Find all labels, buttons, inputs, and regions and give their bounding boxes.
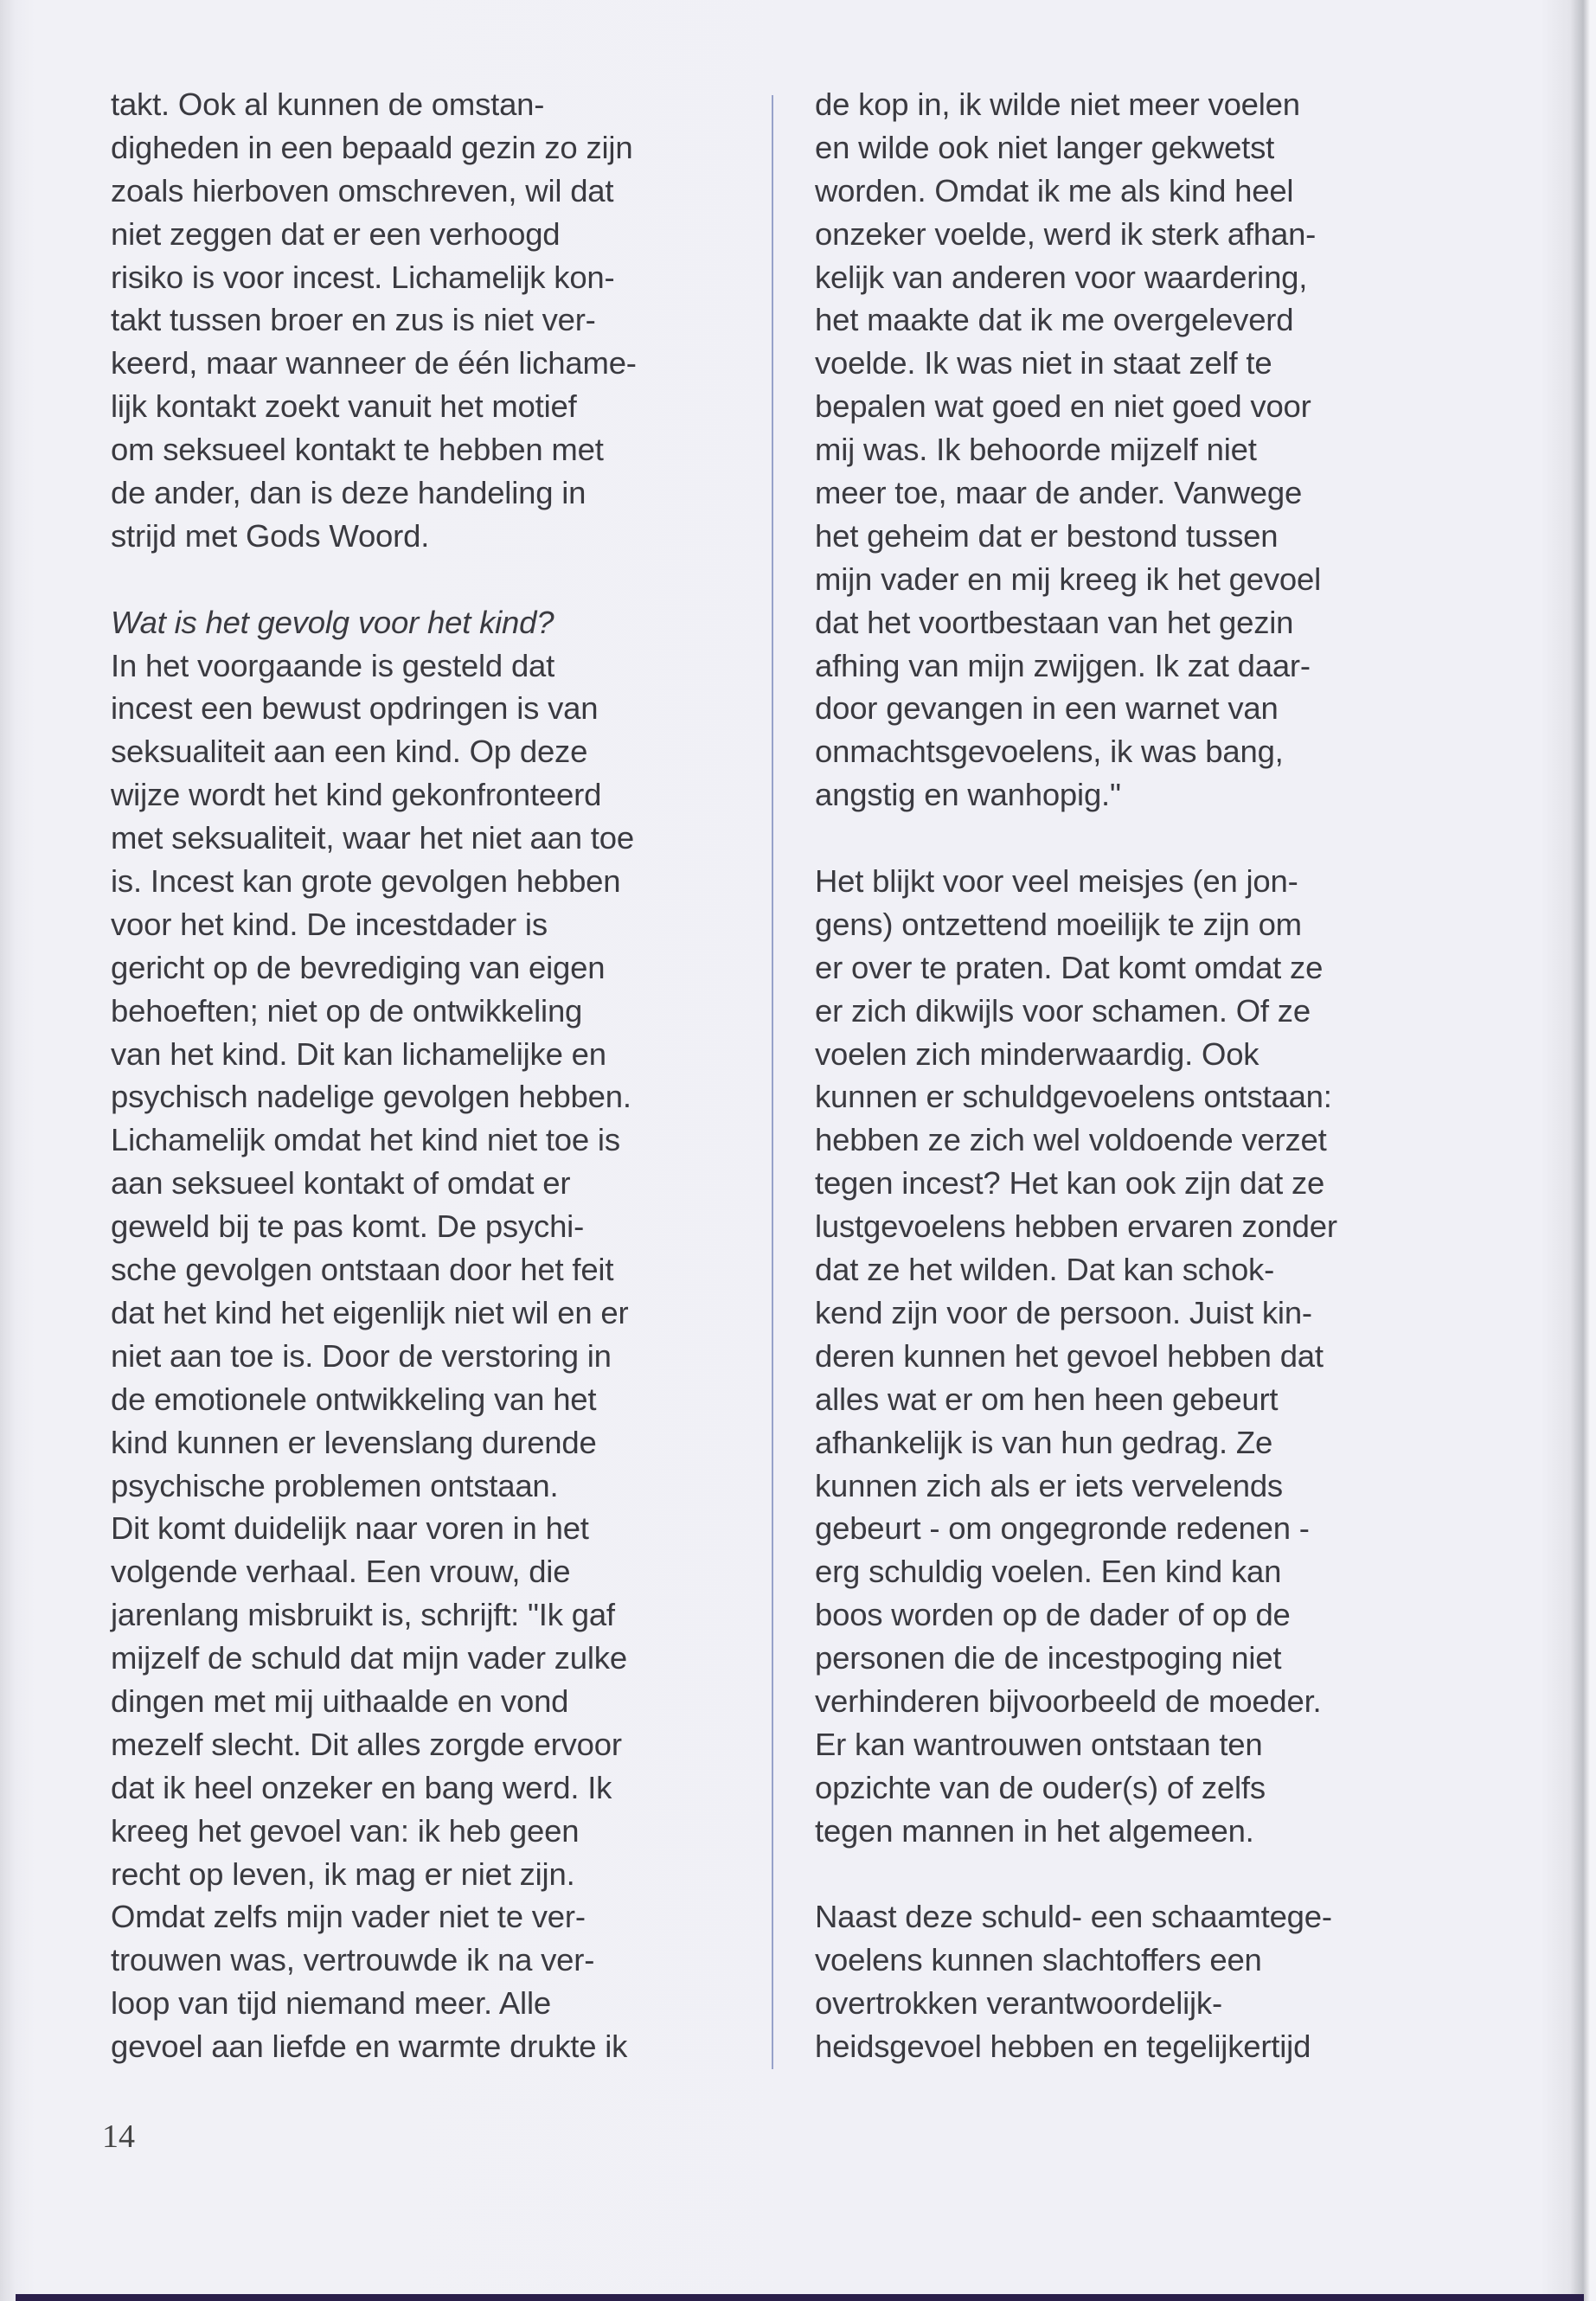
text-line: worden. Omdat ik me als kind heel	[815, 172, 1294, 208]
text-line: In het voorgaande is gesteld dat	[111, 647, 555, 683]
text-line: loop van tijd niemand meer. Alle	[111, 1985, 551, 2022]
text-line: jarenlang misbruikt is, schrijft: "Ik gaf	[111, 1597, 615, 1633]
text-line: kunnen zich als er iets vervelends	[815, 1467, 1283, 1503]
text-line: er zich dikwijls voor schamen. Of ze	[815, 992, 1311, 1029]
text-line: mezelf slecht. Dit alles zorgde ervoor	[111, 1726, 622, 1762]
text-line: voor het kind. De incestdader is	[111, 906, 548, 942]
text-line: dat het kind het eigenlijk niet wil en er	[111, 1294, 629, 1330]
text-line: personen die de incestpoging niet	[815, 1640, 1282, 1676]
text-line: met seksualiteit, waar het niet aan toe	[111, 820, 634, 856]
text-line: dat het voortbestaan van het gezin	[815, 604, 1294, 640]
text-line: voelen zich minderwaardig. Ook	[815, 1035, 1259, 1072]
text-line: strijd met Gods Woord.	[111, 517, 430, 554]
text-line: niet aan toe is. Door de verstoring in	[111, 1337, 612, 1374]
text-line: kend zijn voor de persoon. Juist kin-	[815, 1294, 1312, 1330]
text-line: niet zeggen dat er een verhoogd	[111, 215, 561, 252]
text-line: wijze wordt het kind gekonfronteerd	[111, 777, 602, 813]
text-line: de emotionele ontwikkeling van het	[111, 1381, 597, 1417]
text-line: dingen met mij uithaalde en vond	[111, 1682, 569, 1719]
text-line: keerd, maar wanneer de één lichame-	[111, 345, 637, 381]
text-line: psychisch nadelige gevolgen hebben.	[111, 1079, 631, 1115]
text-line: geweld bij te pas komt. De psychi-	[111, 1208, 585, 1245]
page-number: 14	[102, 2118, 135, 2155]
text-column-left	[111, 83, 637, 2068]
text-line: Omdat zelfs mijn vader niet te ver-	[111, 1899, 586, 1935]
text-line: is. Incest kan grote gevolgen hebben	[111, 863, 621, 900]
text-line: Lichamelijk omdat het kind niet toe is	[111, 1122, 620, 1158]
paragraph-gap	[815, 1853, 1337, 1896]
text-line: overtrokken verantwoordelijk-	[815, 1985, 1222, 2022]
text-line: boos worden op de dader of op de	[815, 1597, 1291, 1633]
text-line: behoeften; niet op de ontwikkeling	[111, 992, 583, 1029]
text-line: van het kind. Dit kan lichamelijke en	[111, 1035, 606, 1072]
text-line: Het blijkt voor veel meisjes (en jon-	[815, 863, 1298, 900]
text-line: door gevangen in een warnet van	[815, 690, 1279, 727]
text-line: seksualiteit aan een kind. Op deze	[111, 734, 588, 770]
text-line: incest een bewust opdringen is van	[111, 690, 599, 727]
text-line: lustgevoelens hebben ervaren zonder	[815, 1208, 1337, 1245]
text-line: opzichte van de ouder(s) of zelfs	[815, 1769, 1266, 1805]
text-line: lijk kontakt zoekt vanuit het motief	[111, 388, 577, 425]
text-line: recht op leven, ik mag er niet zijn.	[111, 1856, 575, 1892]
text-line: gebeurt - om ongegronde redenen -	[815, 1510, 1310, 1547]
text-line: mij was. Ik behoorde mijzelf niet	[815, 432, 1257, 468]
text-line: er over te praten. Dat komt omdat ze	[815, 949, 1324, 985]
text-line: het geheim dat er bestond tussen	[815, 517, 1279, 554]
text-line: Dit komt duidelijk naar voren in het	[111, 1510, 589, 1547]
text-column-right	[815, 83, 1337, 2068]
text-line: mijzelf de schuld dat mijn vader zulke	[111, 1640, 627, 1676]
text-line: takt. Ook al kunnen de omstan-	[111, 87, 545, 122]
text-line: sche gevolgen ontstaan door het feit	[111, 1252, 614, 1288]
text-line: en wilde ook niet langer gekwetst	[815, 129, 1275, 165]
text-line: trouwen was, vertrouwde ik na ver-	[111, 1942, 595, 1978]
text-line: alles wat er om hen heen gebeurt	[815, 1381, 1279, 1417]
text-line: risiko is voor incest. Lichamelijk kon-	[111, 259, 615, 295]
text-line: gevoel aan liefde en warmte drukte ik	[111, 2029, 628, 2065]
text-line: aan seksueel kontakt of omdat er	[111, 1165, 571, 1202]
text-line: afhankelijk is van hun gedrag. Ze	[815, 1424, 1273, 1460]
text-line: Naast deze schuld- een schaamtege-	[815, 1899, 1332, 1935]
text-line: tegen mannen in het algemeen.	[815, 1812, 1254, 1849]
text-line: onmachtsgevoelens, ik was bang,	[815, 734, 1284, 770]
text-line: heidsgevoel hebben en tegelijkertijd	[815, 2029, 1311, 2065]
text-line: om seksueel kontakt te hebben met	[111, 432, 604, 468]
paragraph-gap	[111, 558, 637, 601]
text-line: hebben ze zich wel voldoende verzet	[815, 1122, 1327, 1158]
text-line: tegen incest? Het kan ook zijn dat ze	[815, 1165, 1325, 1202]
text-line: kelijk van anderen voor waardering,	[815, 259, 1308, 295]
paragraph-gap	[815, 817, 1337, 860]
text-line: Er kan wantrouwen ontstaan ten	[815, 1726, 1263, 1762]
text-line: bepalen wat goed en niet goed voor	[815, 388, 1311, 425]
text-line: takt tussen broer en zus is niet ver-	[111, 302, 596, 338]
text-line: digheden in een bepaald gezin zo zijn	[111, 129, 633, 165]
text-line: gens) ontzettend moeilijk te zijn om	[815, 906, 1302, 942]
text-line: kind kunnen er levenslang durende	[111, 1424, 597, 1460]
text-line: meer toe, maar de ander. Vanwege	[815, 475, 1303, 511]
text-line: voelens kunnen slachtoffers een	[815, 1942, 1262, 1978]
text-line: dat ik heel onzeker en bang werd. Ik	[111, 1769, 612, 1805]
text-line: afhing van mijn zwijgen. Ik zat daar-	[815, 647, 1311, 683]
text-line: het maakte dat ik me overgeleverd	[815, 302, 1294, 338]
text-line: kreeg het gevoel van: ik heb geen	[111, 1812, 580, 1849]
column-divider	[772, 95, 773, 2069]
section-heading: Wat is het gevolg voor het kind?	[111, 604, 554, 640]
text-line: voelde. Ik was niet in staat zelf te	[815, 345, 1272, 381]
text-line: angstig en wanhopig."	[815, 777, 1121, 813]
text-line: gericht op de bevrediging van eigen	[111, 949, 606, 985]
text-line: zoals hierboven omschreven, wil dat	[111, 172, 614, 208]
text-line: psychische problemen ontstaan.	[111, 1467, 559, 1503]
text-line: mijn vader en mij kreeg ik het gevoel	[815, 561, 1321, 597]
page-bottom-edge	[16, 2294, 1584, 2301]
text-line: deren kunnen het gevoel hebben dat	[815, 1337, 1324, 1374]
text-line: volgende verhaal. Een vrouw, die	[111, 1554, 571, 1590]
text-line: de kop in, ik wilde niet meer voelen	[815, 87, 1300, 122]
text-line: erg schuldig voelen. Een kind kan	[815, 1554, 1282, 1590]
text-line: onzeker voelde, werd ik sterk afhan-	[815, 215, 1317, 252]
text-line: dat ze het wilden. Dat kan schok-	[815, 1252, 1275, 1288]
text-line: de ander, dan is deze handeling in	[111, 475, 586, 511]
text-line: kunnen er schuldgevoelens ontstaan:	[815, 1079, 1332, 1115]
text-line: verhinderen bijvoorbeeld de moeder.	[815, 1682, 1322, 1719]
